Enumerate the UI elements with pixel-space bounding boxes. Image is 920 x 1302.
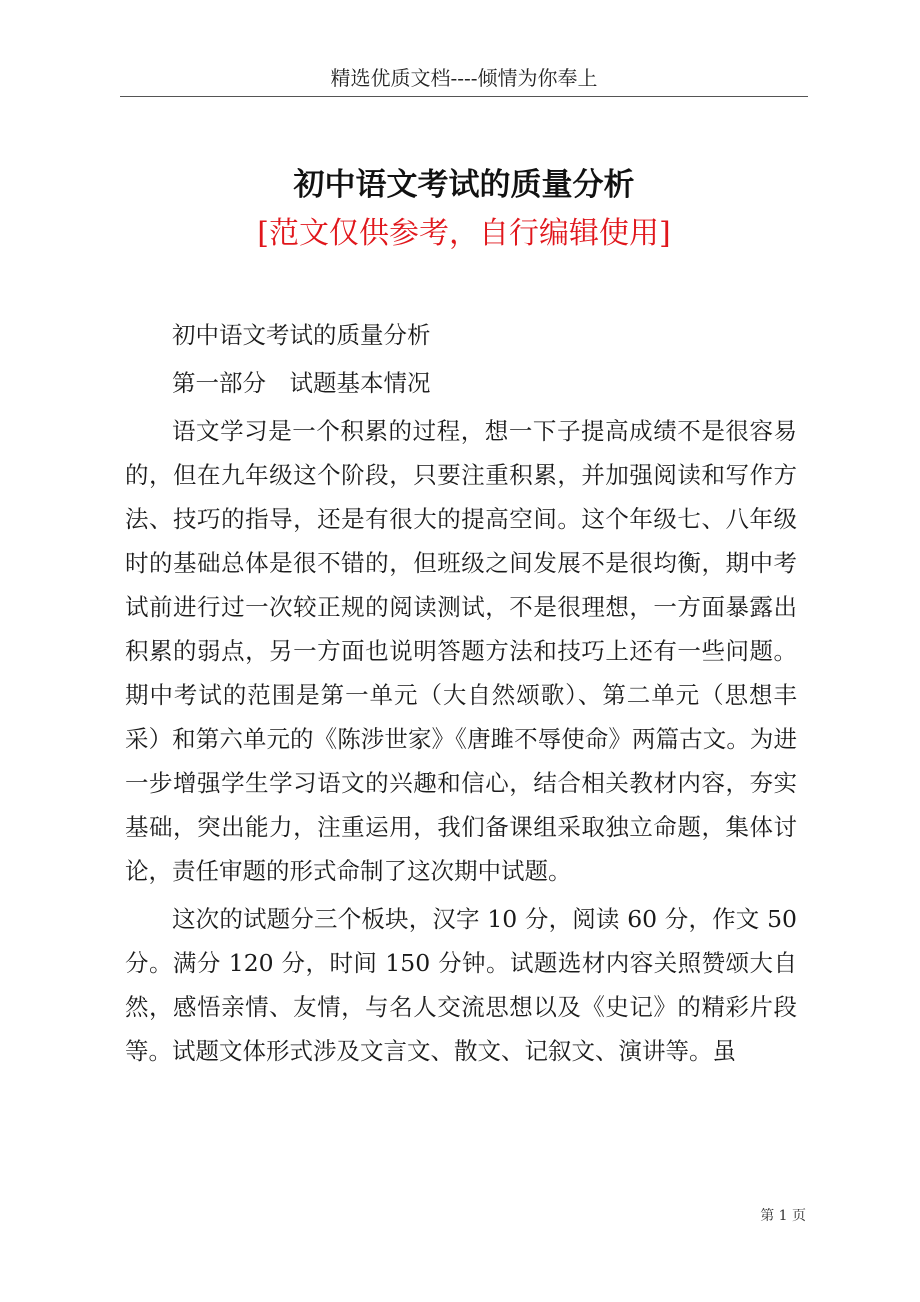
- document-subtitle: [范文仅供参考，自行编辑使用]: [257, 216, 671, 251]
- section-heading: 第一部分 试题基本情况: [172, 369, 431, 397]
- header-divider: [120, 96, 808, 97]
- document-body: [125, 311, 797, 1073]
- body-paragraph: 语文学习是一个积累的过程，想一下子提高成绩不是很容易的，但在九年级这个阶段，只要注重积累，并加强阅读和写作方法、技巧的指导，还是有很大的提高空间。这个年级七、八年级时的基础总体是很不错的，但班级之间发展不是很均衡，期中考试前进行过一次较正规的阅读测试，不是很理想，一方面暴露出积累的弱点，另一方面也说明答题方法和技巧上还有一些问题。期中考试的范围是第一单元（大自然颂歌）、第二单元（思想丰采）和第六单元的《陈涉世家》《唐雎不辱使命》两篇古文。为进一步增强学生学习语文的兴趣和信心，结合相关教材内容，夯实基础，突出能力，注重运用，我们备课组采取独立命题，集体讨论，责任审题的形式命制了这次期中试题。: [125, 417, 797, 885]
- page-number: 第 1 页: [760, 1208, 806, 1224]
- page-header: 精选优质文档----倾情为你奉上: [330, 66, 598, 90]
- document-title: 初中语文考试的质量分析: [293, 167, 635, 203]
- body-paragraph: 这次的试题分三个板块，汉字 10 分，阅读 60 分，作文 50 分。满分 120 分，时间 150 分钟。试题选材内容关照赞颂大自然，感悟亲情、友情，与名人交流思想以及《史记》的精彩片段等。试题文体形式涉及文言文、散文、记叙文、演讲等。虽: [125, 905, 797, 1065]
- body-heading: 初中语文考试的质量分析: [172, 321, 431, 349]
